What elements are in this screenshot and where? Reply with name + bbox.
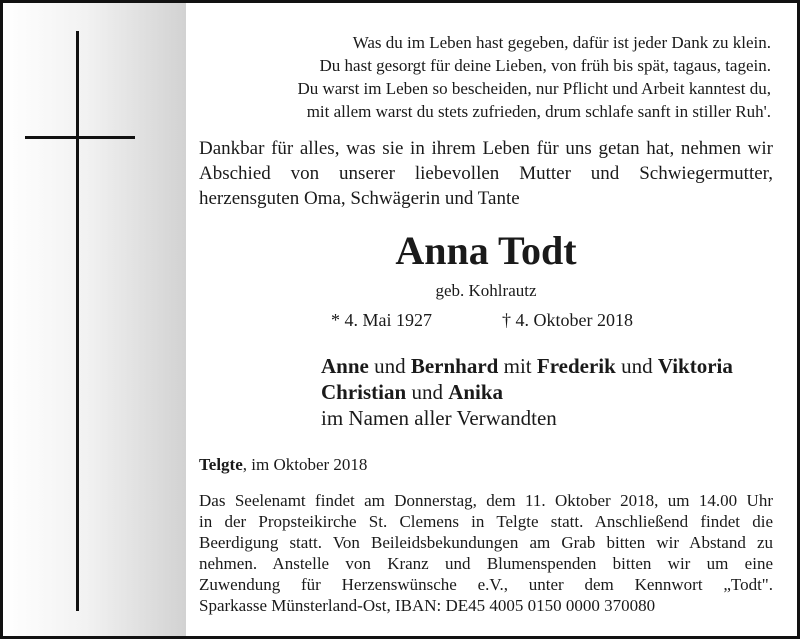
birth-name: geb. Kohlrautz [435,281,537,300]
date: , im Oktober 2018 [242,455,368,474]
family-member: Bernhard [410,354,499,378]
connector: und [406,380,449,404]
death-date: † 4. Oktober 2018 [502,310,633,330]
family-member: Anika [448,380,504,404]
poem-line: mit allem warst du stets zufrieden, drum schlafe sanft in stiller Ruh'. [306,102,771,121]
deceased-name: Anna Todt [395,228,577,273]
family-line-3: im Namen aller Verwandten [321,406,557,430]
birth-date: * 4. Mai 1927 [331,310,432,330]
notice-line: Das Seelenamt findet am Donnerstag, dem 11. Oktober 2018, um 14.00 Uhr [199,491,773,510]
family-signatures [321,353,733,431]
connector: und [615,354,658,378]
notice-line: Beerdigung statt. Von Beileidsbekundungen am Grab bitten wir Abstand zu [199,533,773,552]
town: Telgte [199,455,243,474]
poem-line: Was du im Leben hast gegeben, dafür ist jeder Dank zu klein. [352,33,771,52]
family-member: Anne [321,354,369,378]
family-member: Viktoria [657,354,733,378]
connector: mit [498,354,537,378]
family-line-2 [321,379,733,405]
family-line-1 [321,353,733,379]
notice-line: in der Propsteikirche St. Clemens in Telgte statt. Anschließend findet die [199,512,773,531]
notice-line: Sparkasse Münsterland-Ost, IBAN: DE45 4005 0150 0000 370080 [199,596,656,615]
poem [297,31,771,123]
family-member: Christian [321,380,407,404]
funeral-notice [199,490,773,616]
poem-line: Du warst im Leben so bescheiden, nur Pflicht und Arbeit kanntest du, [297,79,771,98]
intro-text: Dankbar für alles, was sie in ihrem Leben für uns getan hat, nehmen wir Abschied von unserer liebevollen Mutter und Schwiegermutter, herzensguten Oma, Schwägerin und Tante [199,138,773,209]
family-member: Frederik [536,354,616,378]
notice-line: Zuwendung für Herzenswünsche e.V., unter dem Kennwort „Todt". [199,575,773,594]
poem-line: Du hast gesorgt für deine Lieben, von früh bis spät, tagaus, tagein. [319,56,771,75]
connector: und [368,354,411,378]
gradient-sidebar [3,3,186,636]
notice-line: nehmen. Anstelle von Kranz und Blumenspenden bitten wir um eine [199,554,773,573]
cross-icon [76,31,79,611]
cross-icon-bar [25,136,135,139]
place-date [199,454,367,476]
